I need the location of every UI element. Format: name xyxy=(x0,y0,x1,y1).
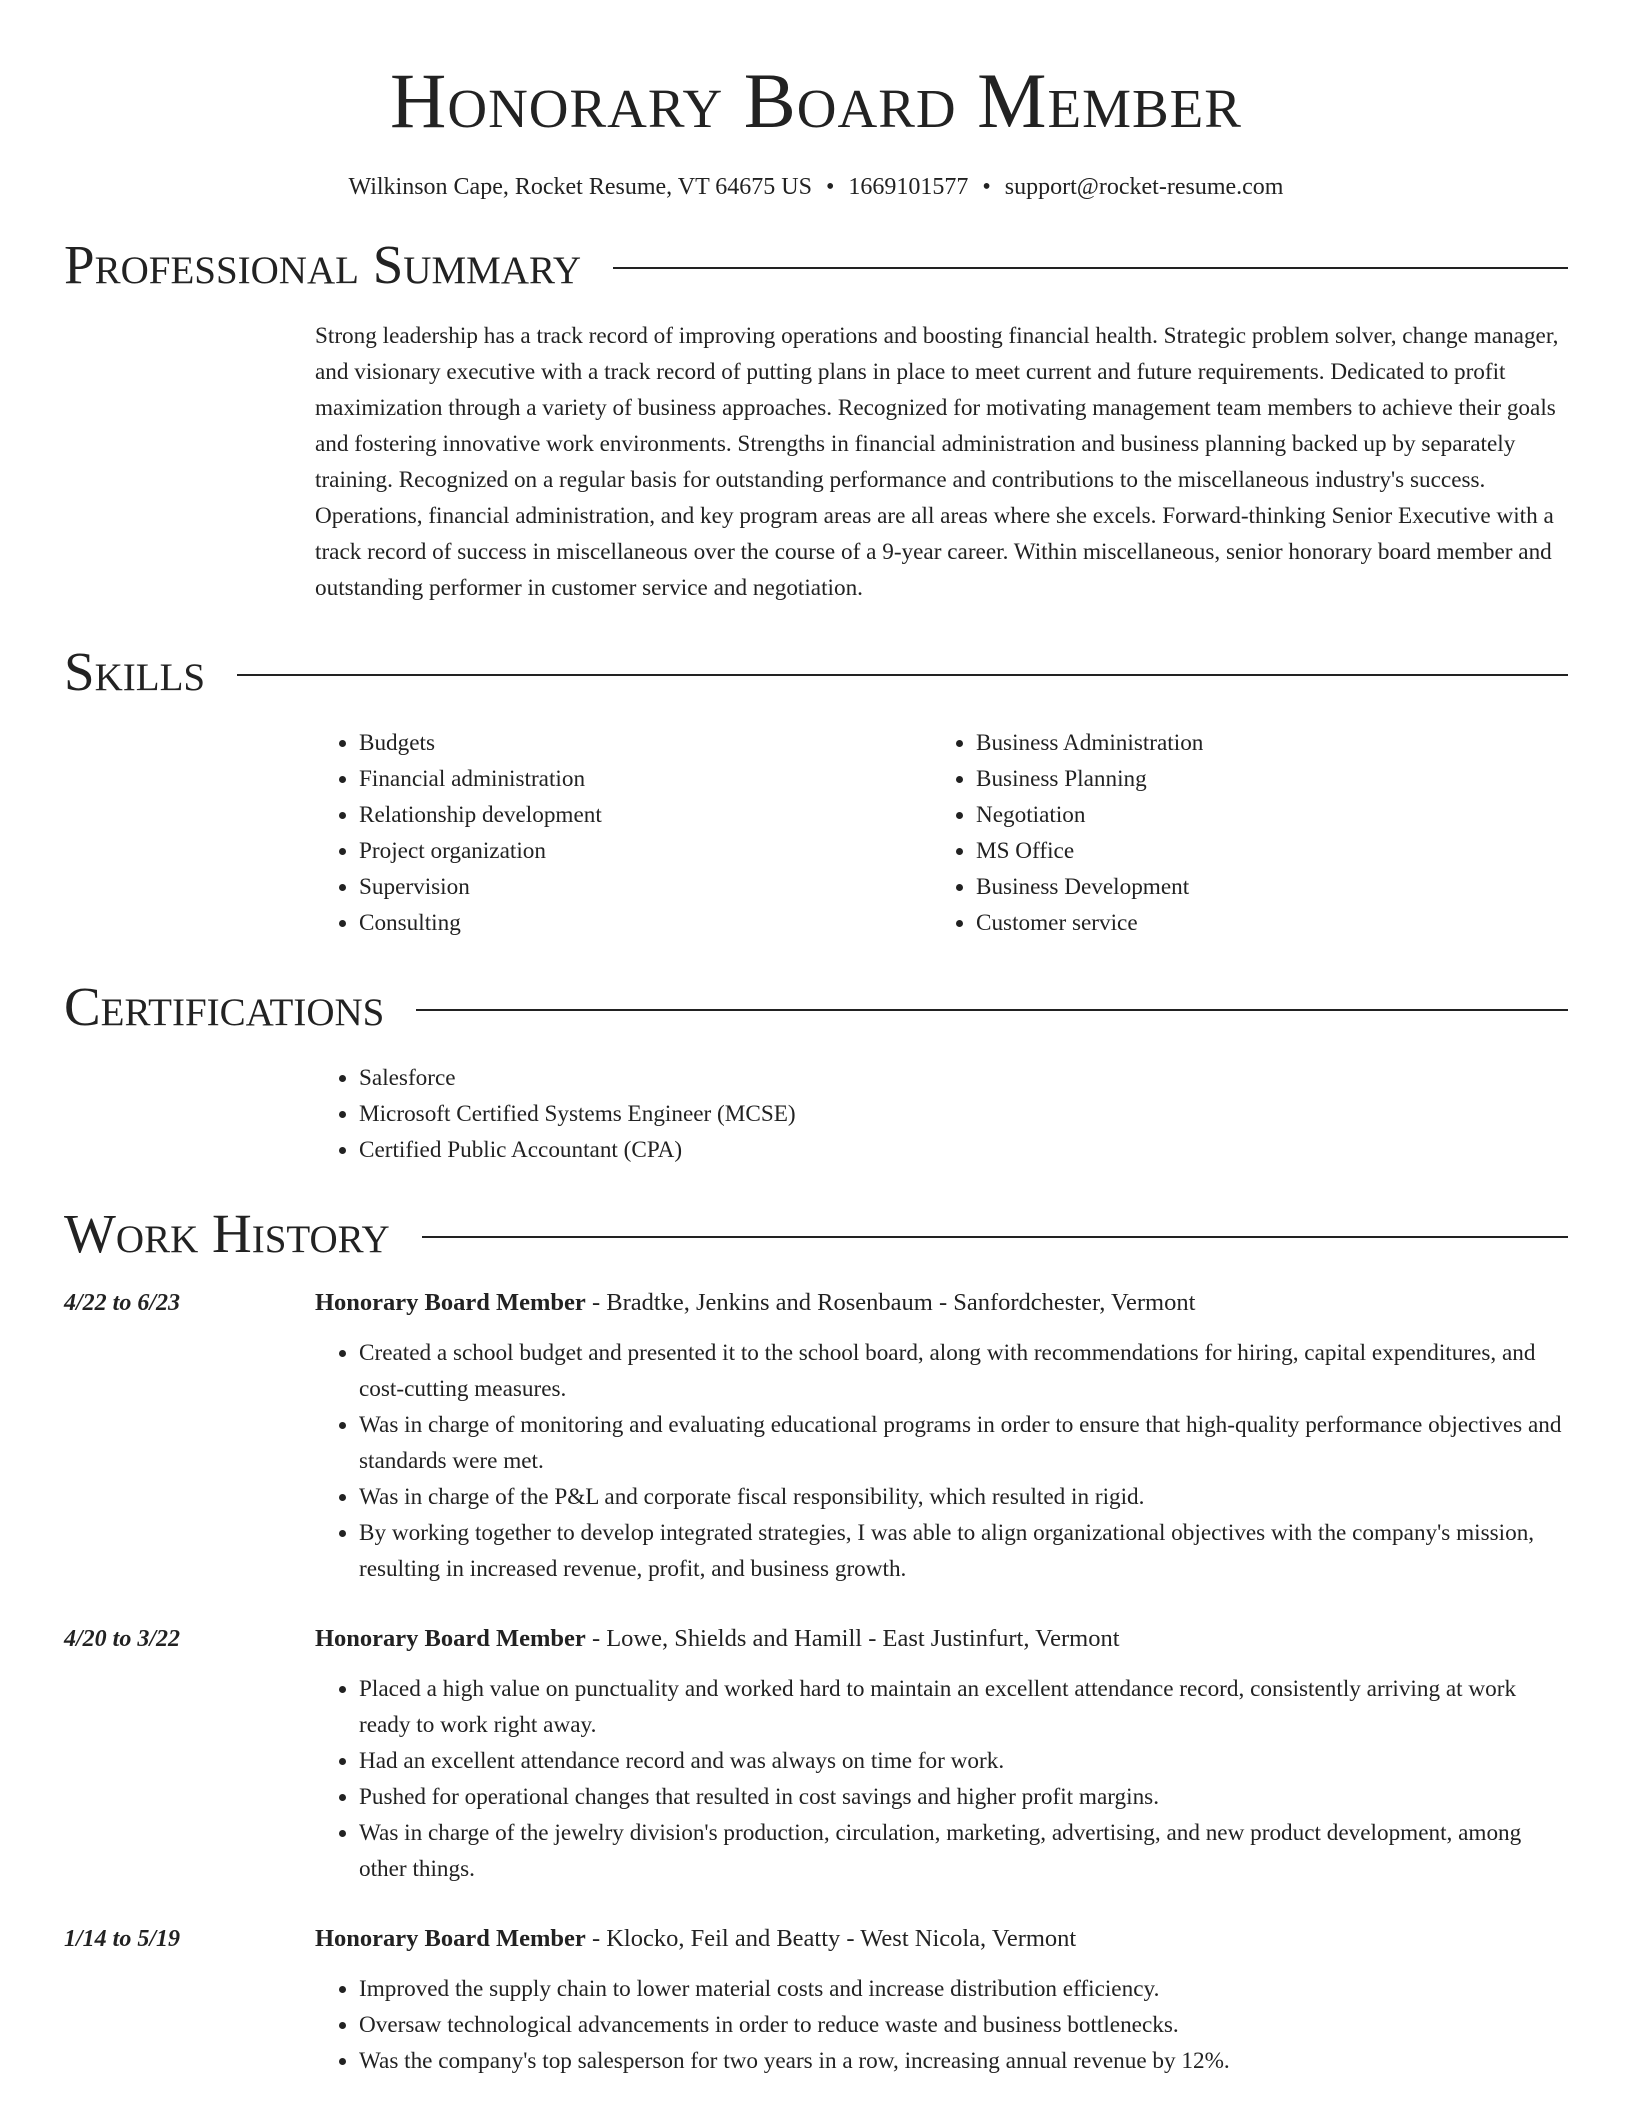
skill-item: • Supervision xyxy=(359,869,932,905)
job-title-line xyxy=(315,1285,1568,1321)
certification-item: • Salesforce xyxy=(359,1060,1568,1096)
job-bullets xyxy=(315,1971,1568,2079)
certifications-section-header xyxy=(64,976,1568,1037)
job-title-line xyxy=(315,1921,1568,1957)
skill-item: • Business Development xyxy=(976,869,1549,905)
certifications-list xyxy=(315,1060,1568,1168)
job-role: Honorary Board Member xyxy=(315,1625,586,1652)
job-bullet: • Pushed for operational changes that resulted in cost savings and higher profit margins. xyxy=(359,1779,1568,1815)
job-dates: 4/20 to 3/22 xyxy=(64,1626,181,1652)
skill-item: • Consulting xyxy=(359,905,932,941)
job-bullet: • Was the company's top salesperson for two years in a row, increasing annual revenue by 12%. xyxy=(359,2043,1568,2079)
job-entry xyxy=(64,1621,1568,1887)
skill-item: • Business Administration xyxy=(976,725,1549,761)
skills-list xyxy=(315,725,1568,941)
job-dates: 4/22 to 6/23 xyxy=(64,1290,181,1316)
certification-item: • Microsoft Certified Systems Engineer (MCSE) xyxy=(359,1096,1568,1132)
section-divider xyxy=(416,1009,1568,1011)
certification-item: • Certified Public Accountant (CPA) xyxy=(359,1132,1568,1168)
job-bullets xyxy=(315,1671,1568,1887)
skill-item: • Customer service xyxy=(976,905,1549,941)
job-bullet: • Created a school budget and presented it to the school board, along with recommendations for hiring, capital expenditures, and cost-cutting measures. xyxy=(359,1335,1568,1407)
job-entry xyxy=(64,1285,1568,1587)
skills-column-right xyxy=(932,725,1549,941)
certifications-title: Certifications xyxy=(64,976,385,1037)
job-bullet: • Was in charge of the jewelry division's production, circulation, marketing, advertising, and new product development, among other things. xyxy=(359,1815,1568,1887)
job-bullet: • Improved the supply chain to lower material costs and increase distribution efficiency. xyxy=(359,1971,1568,2007)
job-bullet: • Was in charge of monitoring and evaluating educational programs in order to ensure that high-quality performance objectives and standards were met. xyxy=(359,1407,1568,1479)
job-company-location: - Lowe, Shields and Hamill - East Justinfurt, Vermont xyxy=(585,1625,1120,1652)
section-divider xyxy=(237,674,1568,676)
summary-section-header xyxy=(64,234,1568,295)
job-bullet: • By working together to develop integrated strategies, I was able to align organizational objectives with the company's mission, resulting in increased revenue, profit, and business growth. xyxy=(359,1515,1568,1587)
job-bullet: • Was in charge of the P&L and corporate fiscal responsibility, which resulted in rigid. xyxy=(359,1479,1568,1515)
skills-section-header xyxy=(64,641,1568,702)
work-section-header xyxy=(64,1203,1568,1264)
job-details xyxy=(315,1285,1568,1587)
job-entry xyxy=(64,1921,1568,2079)
job-details xyxy=(315,1621,1568,1887)
job-bullet: • Placed a high value on punctuality and worked hard to maintain an excellent attendance record, consistently arriving at work ready to work right away. xyxy=(359,1671,1568,1743)
skill-item: • Negotiation xyxy=(976,797,1549,833)
work-title: Work History xyxy=(64,1203,390,1264)
contact-line xyxy=(64,174,1568,201)
skill-item: • Financial administration xyxy=(359,761,932,797)
job-company-location: - Bradtke, Jenkins and Rosenbaum - Sanfordchester, Vermont xyxy=(585,1289,1196,1316)
contact-phone: 1669101577 xyxy=(848,174,969,200)
skill-item: • Project organization xyxy=(359,833,932,869)
skills-title: Skills xyxy=(64,641,206,702)
contact-address: Wilkinson Cape, Rocket Resume, VT 64675 US xyxy=(348,174,812,200)
job-dates: 1/14 to 5/19 xyxy=(64,1926,181,1952)
job-bullets xyxy=(315,1335,1568,1587)
job-role: Honorary Board Member xyxy=(315,1925,586,1952)
summary-title: Professional Summary xyxy=(64,234,582,295)
resume-page xyxy=(64,0,1568,2079)
job-bullet: • Oversaw technological advancements in order to reduce waste and business bottlenecks. xyxy=(359,2007,1568,2043)
contact-email[interactable]: support@rocket-resume.com xyxy=(1004,174,1284,200)
section-divider xyxy=(613,267,1568,269)
skill-item: • Budgets xyxy=(359,725,932,761)
summary-text: Strong leadership has a track record of improving operations and boosting financial health. Strategic problem solver, change manager, and visionary executive with a track record of putting plans in place to meet current and future requirements. Dedicated to profit maximization through a variety of business approaches. Recognized for motivating management team members to achieve their goals and fostering innovative work environments. Strengths in financial administration and business planning backed up by separately training. Recognized on a regular basis for outstanding performance and contributions to the miscellaneous industry's success. Operations, financial administration, and key program areas are all areas where she excels. Forward-thinking Senior Executive with a track record of success in miscellaneous over the course of a 9-year career. Within miscellaneous, senior honorary board member and outstanding performer in customer service and negotiation. xyxy=(315,323,1559,601)
job-company-location: - Klocko, Feil and Beatty - West Nicola, Vermont xyxy=(585,1925,1077,1952)
skill-item: • Business Planning xyxy=(976,761,1549,797)
skill-item: • MS Office xyxy=(976,833,1549,869)
job-role: Honorary Board Member xyxy=(315,1289,586,1316)
job-bullet: • Had an excellent attendance record and was always on time for work. xyxy=(359,1743,1568,1779)
section-divider xyxy=(422,1236,1568,1238)
job-details xyxy=(315,1921,1568,2079)
contact-separator: • xyxy=(825,174,835,200)
job-title-line xyxy=(315,1621,1568,1657)
skill-item: • Relationship development xyxy=(359,797,932,833)
skills-column-left xyxy=(315,725,932,941)
candidate-name: Honorary Board Member xyxy=(390,57,1242,144)
contact-separator: • xyxy=(982,174,991,200)
